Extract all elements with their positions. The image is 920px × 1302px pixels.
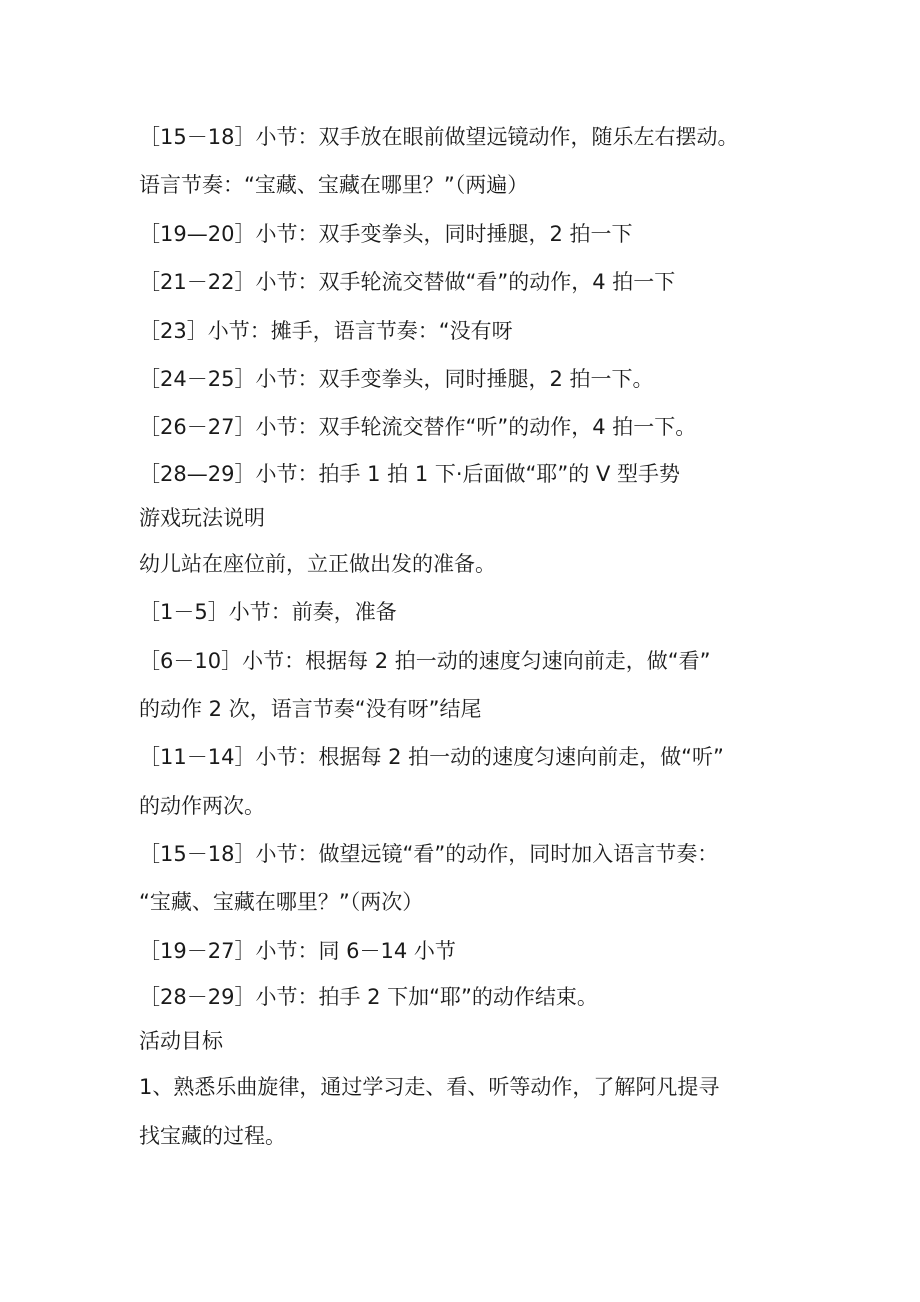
text-line-10: 幼儿站在座位前，立正做出发的准备。 <box>139 551 496 576</box>
text-line-21: 1、熟悉乐曲旋律，通过学习走、看、听等动作，了解阿凡提寻 <box>139 1075 720 1100</box>
text-line-4: ［21－22］小节：双手轮流交替做“看”的动作，4 拍一下 <box>139 270 676 295</box>
section-heading-game-rules: 游戏玩法说明 <box>139 505 265 530</box>
text-line-2: 语言节奏：“宝藏、宝藏在哪里？”（两遍） <box>139 173 529 198</box>
section-heading-activity-goals: 活动目标 <box>139 1029 223 1054</box>
text-line-17: “宝藏、宝藏在哪里？”（两次） <box>139 890 424 915</box>
text-line-19: ［28－29］小节：拍手 2 下加“耶”的动作结束。 <box>139 985 598 1010</box>
text-line-15: 的动作两次。 <box>139 793 265 818</box>
text-line-11: ［1－5］小节：前奏，准备 <box>139 600 397 625</box>
text-line-5: ［23］小节：摊手，语言节奏：“没有呀 <box>139 318 513 343</box>
text-line-8: ［28—29］小节：拍手 1 拍 1 下·后面做“耶”的 V 型手势 <box>139 461 681 486</box>
text-line-18: ［19－27］小节：同 6－14 小节 <box>139 938 456 963</box>
text-line-3: ［19—20］小节：双手变拳头，同时捶腿，2 拍一下 <box>139 221 633 246</box>
text-line-12: ［6－10］小节：根据每 2 拍一动的速度匀速向前走，做“看” <box>139 648 711 673</box>
text-line-13: 的动作 2 次，语言节奏“没有呀”结尾 <box>139 696 482 721</box>
document-body <box>139 113 799 1160</box>
text-line-16: ［15－18］小节：做望远镜“看”的动作，同时加入语言节奏： <box>139 842 719 867</box>
text-line-7: ［26－27］小节：双手轮流交替作“听”的动作，4 拍一下。 <box>139 415 697 440</box>
text-line-6: ［24－25］小节：双手变拳头，同时捶腿，2 拍一下。 <box>139 366 654 391</box>
text-line-1: ［15－18］小节：双手放在眼前做望远镜动作，随乐左右摆动。 <box>139 125 739 149</box>
text-line-14: ［11－14］小节：根据每 2 拍一动的速度匀速向前走，做“听” <box>139 745 724 770</box>
text-line-22: 找宝藏的过程。 <box>139 1123 286 1148</box>
